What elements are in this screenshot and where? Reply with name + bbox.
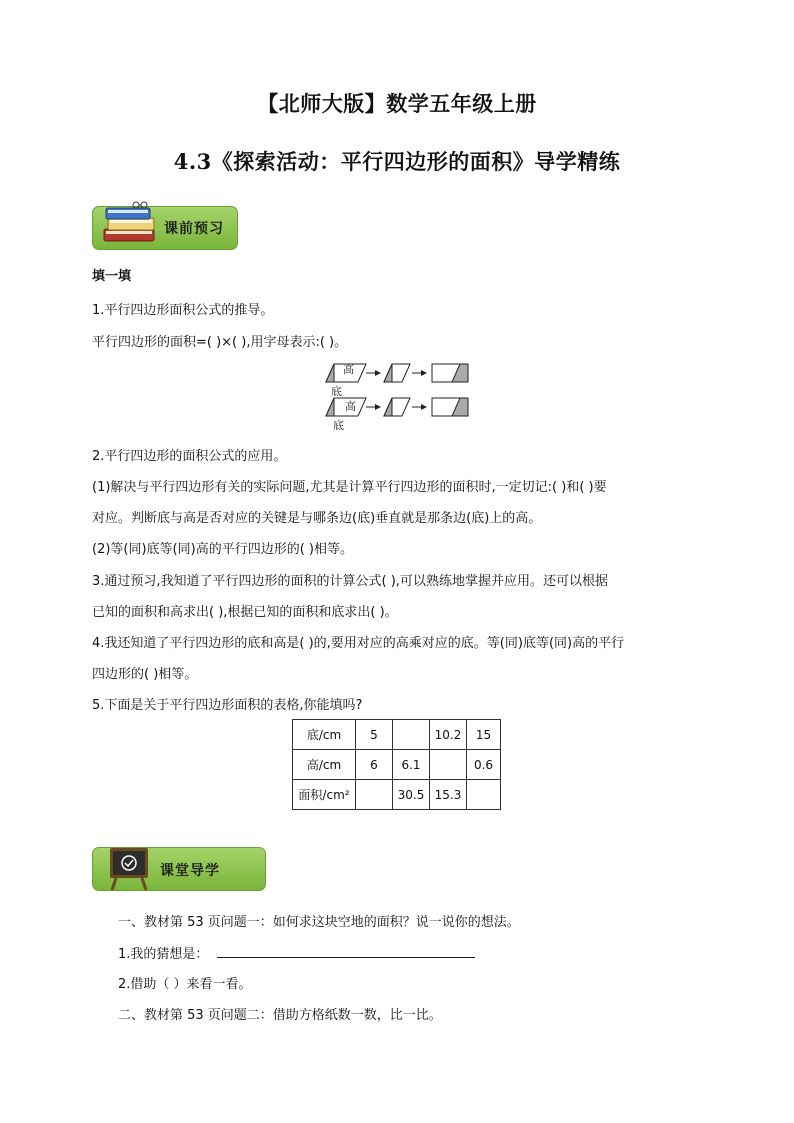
section-title-preview: 课前预习 — [164, 221, 224, 237]
section-title-classroom: 课堂导学 — [160, 863, 220, 879]
diagram-height-label-1: 高 — [343, 363, 354, 376]
chalkboard-icon — [104, 846, 154, 892]
problem-1-guess-label: 1.我的猜想是： — [118, 947, 209, 962]
table-row-label: 底/cm — [293, 720, 356, 750]
table-cell[interactable]: 30.5 — [393, 780, 430, 810]
table-cell[interactable] — [430, 750, 467, 780]
table-row — [293, 780, 501, 810]
area-table — [292, 719, 501, 810]
diagram-base-label-1: 底 — [331, 385, 342, 398]
table-row-label: 面积/cm² — [293, 780, 356, 810]
problem-1: 一、教材第 53 页问题一：如何求这块空地的面积？说一说你的想法。 — [118, 915, 520, 930]
table-cell[interactable] — [467, 780, 501, 810]
table-cell[interactable] — [356, 780, 393, 810]
table-row-label: 高/cm — [293, 750, 356, 780]
section-heading: 填一填 — [92, 269, 132, 284]
question-3-line-1: 3.通过预习,我知道了平行四边形的面积的计算公式( ),可以熟练地掌握并应用。还可以根据 — [92, 574, 608, 589]
question-4-line-1: 4.我还知道了平行四边形的底和高是( )的,要用对应的高乘对应的底。等(同)底等(同)高的平行 — [92, 636, 625, 651]
question-4-line-2: 四边形的( )相等。 — [92, 667, 198, 682]
table-cell[interactable]: 5 — [356, 720, 393, 750]
question-3-line-2: 已知的面积和高求出( ),根据已知的面积和底求出( )。 — [92, 605, 398, 620]
page-title: 【北师大版】数学五年级上册 — [257, 91, 537, 116]
table-cell[interactable]: 0.6 — [467, 750, 501, 780]
table-cell[interactable]: 6.1 — [393, 750, 430, 780]
problem-1-tool: 2.借助（ ）来看一看。 — [118, 977, 252, 992]
table-cell[interactable]: 15 — [467, 720, 501, 750]
guess-answer-line[interactable] — [217, 957, 475, 958]
diagram-height-label-2: 高 — [345, 400, 356, 413]
problem-2: 二、教材第 53 页问题二：借助方格纸数一数，比一比。 — [118, 1008, 442, 1023]
diagram-base-label-2: 底 — [333, 419, 344, 432]
page-subtitle: 4.3《探索活动：平行四边形的面积》导学精练 — [173, 149, 621, 174]
table-cell[interactable]: 15.3 — [430, 780, 467, 810]
question-1: 1.平行四边形面积公式的推导。 — [92, 303, 274, 318]
question-1-formula: 平行四边形的面积=( )×( ),用字母表示:( )。 — [92, 335, 348, 350]
question-2-1-line-1: (1)解决与平行四边形有关的实际问题,尤其是计算平行四边形的面积时,一定切记:( )和( )要 — [92, 480, 607, 495]
table-cell[interactable]: 6 — [356, 750, 393, 780]
question-5: 5.下面是关于平行四边形面积的表格,你能填吗? — [92, 698, 363, 713]
books-icon — [100, 201, 160, 247]
table-cell[interactable] — [393, 720, 430, 750]
question-2-2: (2)等(同)底等(同)高的平行四边形的( )相等。 — [92, 542, 353, 557]
question-2: 2.平行四边形的面积公式的应用。 — [92, 449, 287, 464]
table-cell[interactable]: 10.2 — [430, 720, 467, 750]
question-2-1-line-2: 对应。判断底与高是否对应的关键是与哪条边(底)垂直就是那条边(底)上的高。 — [92, 511, 542, 526]
table-row — [293, 750, 501, 780]
table-row — [293, 720, 501, 750]
